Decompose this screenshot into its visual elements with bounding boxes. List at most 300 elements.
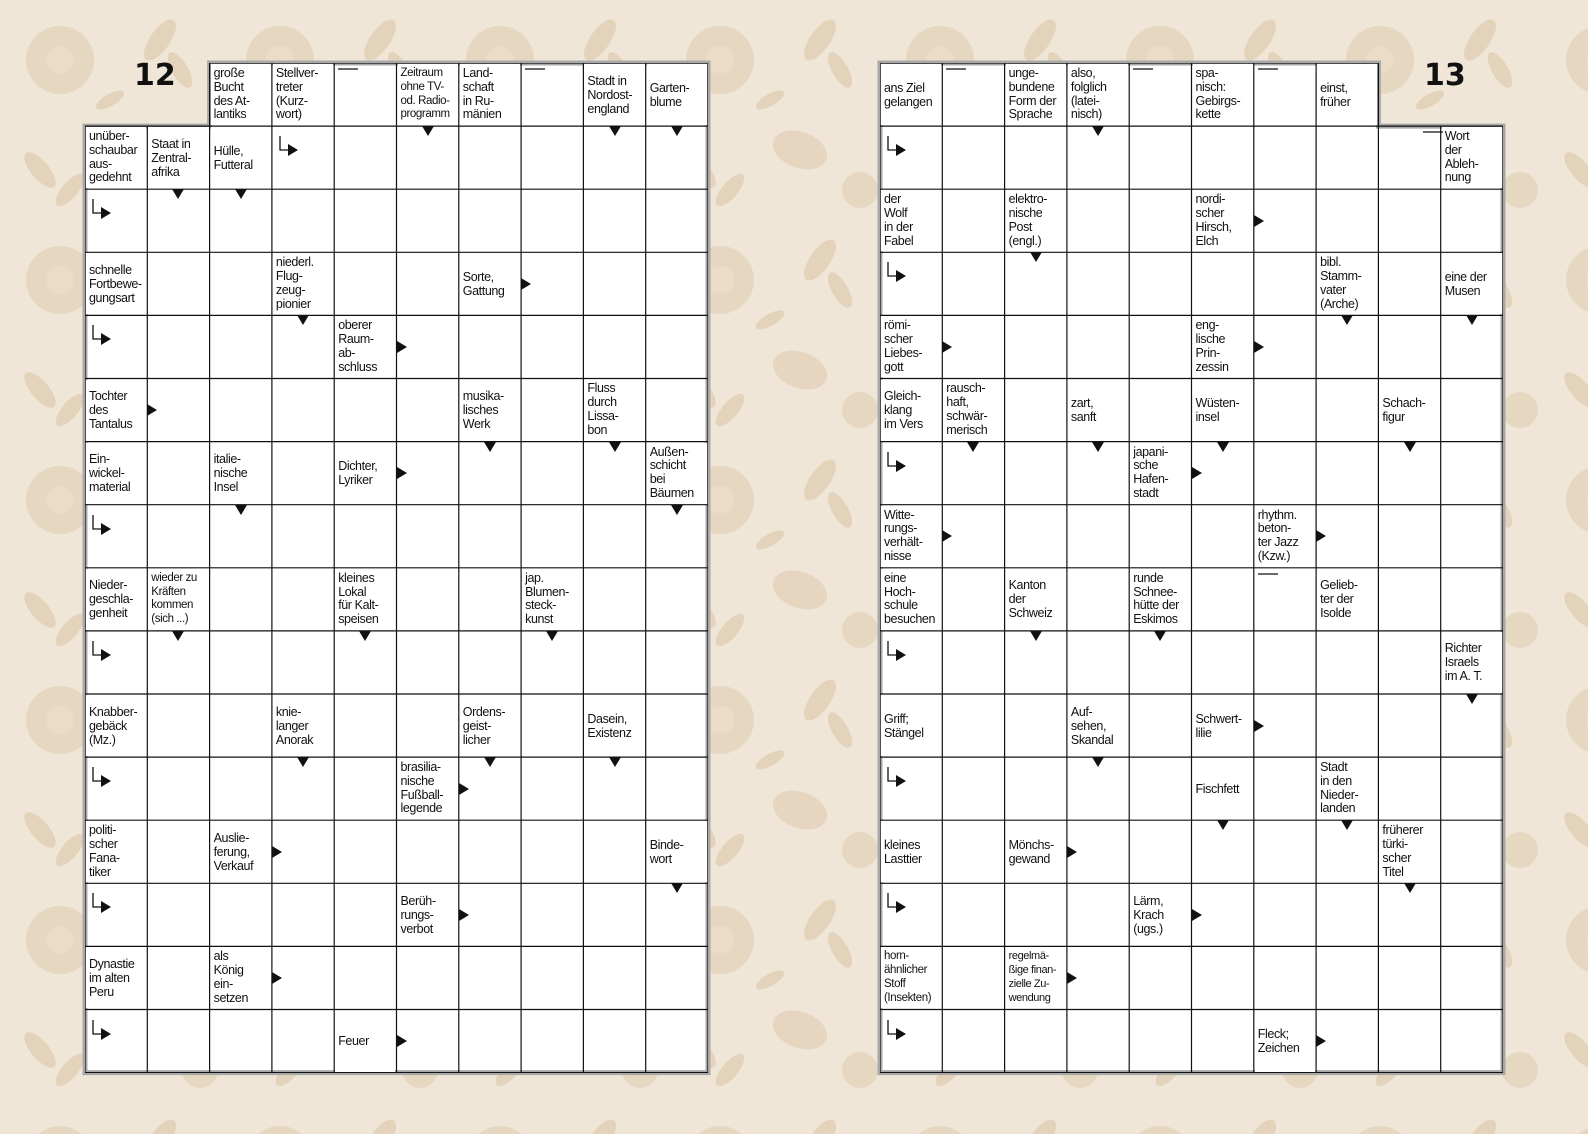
clue-text: Hülle, Futteral	[213, 143, 253, 172]
crossword-grid-right	[880, 63, 1503, 1073]
answer-cell[interactable]	[943, 316, 1003, 377]
answer-cell[interactable]	[211, 316, 271, 377]
answer-cell[interactable]	[1068, 443, 1128, 504]
answer-cell[interactable]	[943, 127, 1003, 188]
answer-cell[interactable]	[1379, 758, 1439, 819]
answer-cell[interactable]	[1193, 884, 1253, 945]
answer-cell[interactable]	[647, 316, 707, 377]
answer-cell[interactable]	[881, 632, 941, 693]
answer-cell[interactable]	[1130, 380, 1190, 441]
answer-cell[interactable]	[647, 632, 707, 693]
answer-cell[interactable]	[1255, 253, 1315, 314]
answer-cell[interactable]	[86, 190, 146, 251]
answer-cell[interactable]	[1006, 253, 1066, 314]
answer-cell[interactable]	[522, 758, 582, 819]
answer-cell[interactable]	[1193, 443, 1253, 504]
answer-cell[interactable]	[273, 947, 333, 1008]
answer-cell[interactable]	[1255, 569, 1315, 630]
answer-cell[interactable]	[1379, 1011, 1439, 1072]
answer-cell[interactable]	[1068, 884, 1128, 945]
answer-cell[interactable]	[1317, 632, 1377, 693]
answer-cell[interactable]	[398, 821, 458, 882]
clue-text: unüber- schaubar aus- gedehnt	[89, 129, 138, 185]
answer-cell[interactable]	[1130, 821, 1190, 882]
answer-cell[interactable]	[398, 1011, 458, 1072]
answer-cell[interactable]	[1006, 1011, 1066, 1072]
answer-cell[interactable]	[1193, 1011, 1253, 1072]
answer-cell[interactable]	[1006, 380, 1066, 441]
answer-cell[interactable]	[943, 947, 1003, 1008]
clue-text: elektro- nische Post (engl.)	[1008, 192, 1048, 248]
answer-cell[interactable]	[522, 695, 582, 756]
answer-cell[interactable]	[460, 1011, 520, 1072]
answer-cell[interactable]	[1317, 506, 1377, 567]
answer-cell[interactable]	[398, 443, 458, 504]
clue-cell	[211, 821, 271, 882]
answer-cell[interactable]	[335, 821, 395, 882]
answer-cell[interactable]	[86, 884, 146, 945]
answer-cell[interactable]	[273, 758, 333, 819]
answer-cell[interactable]	[1193, 821, 1253, 882]
answer-cell[interactable]	[211, 253, 271, 314]
answer-cell[interactable]	[335, 380, 395, 441]
answer-cell[interactable]	[211, 695, 271, 756]
clue-cell	[1006, 64, 1066, 125]
answer-cell[interactable]	[1317, 884, 1377, 945]
answer-cell[interactable]	[1130, 1011, 1190, 1072]
answer-cell[interactable]	[1442, 443, 1502, 504]
answer-cell[interactable]	[1317, 1011, 1377, 1072]
clue-cell	[584, 64, 644, 125]
answer-cell[interactable]	[881, 253, 941, 314]
answer-cell[interactable]	[1068, 316, 1128, 377]
clue-text: italie- nische Insel	[213, 452, 248, 495]
answer-cell[interactable]	[522, 506, 582, 567]
answer-cell[interactable]	[1442, 884, 1502, 945]
clue-text: unge- bundene Form der Sprache	[1008, 65, 1057, 122]
answer-cell[interactable]	[1379, 695, 1439, 756]
answer-cell[interactable]	[1255, 821, 1315, 882]
answer-cell[interactable]	[335, 947, 395, 1008]
answer-cell[interactable]	[1006, 758, 1066, 819]
answer-cell[interactable]	[148, 380, 208, 441]
answer-cell[interactable]	[1379, 316, 1439, 377]
clue-cell	[460, 253, 520, 314]
answer-cell[interactable]	[1130, 64, 1190, 125]
answer-cell[interactable]	[1442, 190, 1502, 251]
clue-text: Fischfett	[1195, 781, 1240, 796]
clue-cell	[211, 947, 271, 1008]
clue-text: Auf- sehen, Skandal	[1070, 704, 1114, 747]
answer-cell[interactable]	[881, 758, 941, 819]
answer-cell[interactable]	[1255, 884, 1315, 945]
answer-cell[interactable]	[398, 569, 458, 630]
answer-cell[interactable]	[460, 316, 520, 377]
answer-cell[interactable]	[398, 316, 458, 377]
answer-cell[interactable]	[1006, 695, 1066, 756]
answer-cell[interactable]	[647, 884, 707, 945]
answer-cell[interactable]	[211, 506, 271, 567]
clue-cell	[647, 443, 707, 504]
answer-cell[interactable]	[335, 506, 395, 567]
clue-cell	[1255, 506, 1315, 567]
answer-cell[interactable]	[273, 569, 333, 630]
answer-cell[interactable]	[584, 253, 644, 314]
answer-cell[interactable]	[1255, 695, 1315, 756]
clue-cell	[86, 695, 146, 756]
answer-cell[interactable]	[943, 758, 1003, 819]
answer-cell[interactable]	[1442, 947, 1502, 1008]
answer-cell[interactable]	[943, 190, 1003, 251]
answer-cell[interactable]	[1068, 127, 1128, 188]
clue-text: Fluss durch Lissa- bon	[587, 381, 619, 437]
answer-cell[interactable]	[1442, 380, 1502, 441]
answer-cell[interactable]	[584, 127, 644, 188]
answer-cell[interactable]	[584, 884, 644, 945]
answer-cell[interactable]	[584, 569, 644, 630]
answer-cell[interactable]	[335, 64, 395, 125]
answer-cell[interactable]	[211, 758, 271, 819]
answer-cell[interactable]	[273, 316, 333, 377]
answer-cell[interactable]	[522, 884, 582, 945]
answer-cell[interactable]	[335, 758, 395, 819]
answer-cell[interactable]	[584, 947, 644, 1008]
answer-cell[interactable]	[1130, 190, 1190, 251]
answer-cell[interactable]	[647, 569, 707, 630]
answer-cell[interactable]	[1068, 947, 1128, 1008]
answer-cell[interactable]	[584, 1011, 644, 1072]
clue-cell	[1068, 64, 1128, 125]
answer-cell[interactable]	[1130, 253, 1190, 314]
answer-cell[interactable]	[148, 821, 208, 882]
answer-cell[interactable]	[1379, 190, 1439, 251]
answer-cell[interactable]	[460, 506, 520, 567]
clue-cell	[1317, 253, 1377, 314]
answer-cell[interactable]	[86, 316, 146, 377]
answer-cell[interactable]	[398, 190, 458, 251]
answer-cell[interactable]	[647, 947, 707, 1008]
answer-cell[interactable]	[148, 632, 208, 693]
clue-cell	[1379, 821, 1439, 882]
answer-cell[interactable]	[211, 380, 271, 441]
answer-cell[interactable]	[398, 127, 458, 188]
answer-cell[interactable]	[1317, 380, 1377, 441]
page-number-left: 12	[134, 58, 176, 93]
answer-cell[interactable]	[1130, 947, 1190, 1008]
answer-cell[interactable]	[1255, 947, 1315, 1008]
answer-cell[interactable]	[1317, 947, 1377, 1008]
answer-cell[interactable]	[1379, 947, 1439, 1008]
answer-cell[interactable]	[584, 316, 644, 377]
answer-cell[interactable]	[1006, 632, 1066, 693]
answer-cell[interactable]	[148, 758, 208, 819]
answer-cell[interactable]	[1255, 64, 1315, 125]
answer-cell[interactable]	[1317, 190, 1377, 251]
clue-cell	[335, 569, 395, 630]
answer-cell[interactable]	[460, 569, 520, 630]
answer-cell[interactable]	[211, 884, 271, 945]
answer-cell[interactable]	[943, 64, 1003, 125]
answer-cell[interactable]	[398, 380, 458, 441]
clue-text: Stellver- treter (Kurz- wort)	[275, 65, 319, 122]
answer-cell[interactable]	[211, 632, 271, 693]
answer-cell[interactable]	[148, 1011, 208, 1072]
answer-cell[interactable]	[148, 506, 208, 567]
clue-cell	[86, 947, 146, 1008]
answer-cell[interactable]	[1006, 506, 1066, 567]
answer-cell[interactable]	[647, 758, 707, 819]
answer-cell[interactable]	[1255, 758, 1315, 819]
answer-cell[interactable]	[1255, 380, 1315, 441]
clue-text: Schwert- lilie	[1195, 711, 1242, 740]
answer-cell[interactable]	[881, 1011, 941, 1072]
answer-cell[interactable]	[398, 506, 458, 567]
clue-cell	[273, 253, 333, 314]
clue-text: musika- lisches Werk	[462, 389, 504, 432]
answer-cell[interactable]	[1068, 632, 1128, 693]
clue-cell	[881, 821, 941, 882]
answer-cell[interactable]	[273, 443, 333, 504]
clue-cell	[1130, 443, 1190, 504]
answer-cell[interactable]	[522, 947, 582, 1008]
answer-cell[interactable]	[1255, 443, 1315, 504]
answer-cell[interactable]	[460, 821, 520, 882]
answer-cell[interactable]	[881, 127, 941, 188]
answer-cell[interactable]	[1255, 632, 1315, 693]
answer-cell[interactable]	[211, 190, 271, 251]
answer-cell[interactable]	[1130, 632, 1190, 693]
answer-cell[interactable]	[1379, 127, 1439, 188]
answer-cell[interactable]	[1379, 632, 1439, 693]
answer-cell[interactable]	[1255, 316, 1315, 377]
answer-cell[interactable]	[273, 506, 333, 567]
answer-cell[interactable]	[460, 443, 520, 504]
answer-cell[interactable]	[943, 569, 1003, 630]
clue-cell	[460, 380, 520, 441]
answer-cell[interactable]	[460, 127, 520, 188]
answer-cell[interactable]	[522, 127, 582, 188]
answer-cell[interactable]	[1442, 569, 1502, 630]
answer-cell[interactable]	[148, 190, 208, 251]
answer-cell[interactable]	[943, 632, 1003, 693]
answer-cell[interactable]	[1068, 758, 1128, 819]
clue-cell	[1130, 884, 1190, 945]
clue-cell	[647, 64, 707, 125]
clue-text: kleines Lokal für Kalt- speisen	[338, 570, 379, 627]
clue-cell	[1442, 127, 1502, 188]
answer-cell[interactable]	[1130, 127, 1190, 188]
answer-cell[interactable]	[1379, 506, 1439, 567]
answer-cell[interactable]	[335, 127, 395, 188]
answer-cell[interactable]	[1068, 1011, 1128, 1072]
answer-cell[interactable]	[273, 380, 333, 441]
answer-cell[interactable]	[1442, 1011, 1502, 1072]
answer-cell[interactable]	[86, 632, 146, 693]
answer-cell[interactable]	[522, 253, 582, 314]
answer-cell[interactable]	[1068, 253, 1128, 314]
answer-cell[interactable]	[1379, 253, 1439, 314]
answer-cell[interactable]	[1442, 695, 1502, 756]
answer-cell[interactable]	[460, 947, 520, 1008]
answer-cell[interactable]	[647, 253, 707, 314]
clue-cell	[881, 380, 941, 441]
answer-cell[interactable]	[1193, 632, 1253, 693]
answer-cell[interactable]	[148, 695, 208, 756]
answer-cell[interactable]	[1130, 506, 1190, 567]
answer-cell[interactable]	[211, 1011, 271, 1072]
clue-cell	[943, 380, 1003, 441]
clue-text: Wüsten- insel	[1195, 396, 1240, 425]
answer-cell[interactable]	[522, 64, 582, 125]
answer-cell[interactable]	[647, 506, 707, 567]
answer-cell[interactable]	[148, 947, 208, 1008]
answer-cell[interactable]	[273, 632, 333, 693]
answer-cell[interactable]	[522, 632, 582, 693]
answer-cell[interactable]	[943, 443, 1003, 504]
answer-cell[interactable]	[584, 190, 644, 251]
answer-cell[interactable]	[398, 947, 458, 1008]
answer-cell[interactable]	[273, 127, 333, 188]
answer-cell[interactable]	[1317, 127, 1377, 188]
answer-cell[interactable]	[86, 758, 146, 819]
answer-cell[interactable]	[1006, 316, 1066, 377]
clue-cell	[1442, 253, 1502, 314]
answer-cell[interactable]	[148, 253, 208, 314]
answer-cell[interactable]	[584, 758, 644, 819]
clue-text: Tochter des Tantalus	[89, 389, 133, 432]
answer-cell[interactable]	[943, 506, 1003, 567]
answer-cell[interactable]	[584, 506, 644, 567]
clue-text: Gelieb- ter der Isolde	[1320, 578, 1358, 621]
answer-cell[interactable]	[881, 443, 941, 504]
answer-cell[interactable]	[1442, 821, 1502, 882]
answer-cell[interactable]	[522, 821, 582, 882]
answer-cell[interactable]	[335, 253, 395, 314]
answer-cell[interactable]	[1068, 821, 1128, 882]
clue-text: Land- schaft in Ru- mänien	[462, 65, 502, 122]
answer-cell[interactable]	[460, 758, 520, 819]
clue-cell	[86, 127, 146, 188]
answer-cell[interactable]	[335, 695, 395, 756]
clue-cell	[335, 443, 395, 504]
answer-cell[interactable]	[1193, 506, 1253, 567]
answer-cell[interactable]	[1317, 695, 1377, 756]
answer-cell[interactable]	[1379, 569, 1439, 630]
clue-text: eine Hoch- schule besuchen	[884, 570, 936, 627]
clue-cell	[1006, 947, 1066, 1008]
answer-cell[interactable]	[1130, 758, 1190, 819]
answer-cell[interactable]	[943, 253, 1003, 314]
clue-text: Gleich- klang im Vers	[884, 389, 923, 432]
answer-cell[interactable]	[584, 443, 644, 504]
answer-cell[interactable]	[1255, 190, 1315, 251]
answer-cell[interactable]	[647, 190, 707, 251]
answer-cell[interactable]	[943, 695, 1003, 756]
answer-cell[interactable]	[584, 821, 644, 882]
answer-cell[interactable]	[1379, 884, 1439, 945]
answer-cell[interactable]	[273, 821, 333, 882]
answer-cell[interactable]	[148, 884, 208, 945]
answer-cell[interactable]	[86, 506, 146, 567]
answer-cell[interactable]	[522, 190, 582, 251]
answer-cell[interactable]	[522, 443, 582, 504]
clue-text: Nieder- geschla- genheit	[89, 578, 134, 621]
clue-cell	[1068, 380, 1128, 441]
answer-cell[interactable]	[522, 1011, 582, 1072]
answer-cell[interactable]	[1006, 443, 1066, 504]
clue-cell	[881, 316, 941, 377]
answer-cell[interactable]	[1442, 506, 1502, 567]
answer-cell[interactable]	[1068, 506, 1128, 567]
answer-cell[interactable]	[1130, 316, 1190, 377]
answer-cell[interactable]	[647, 380, 707, 441]
answer-cell[interactable]	[1068, 190, 1128, 251]
answer-cell[interactable]	[398, 253, 458, 314]
answer-cell[interactable]	[1255, 127, 1315, 188]
answer-cell[interactable]	[943, 1011, 1003, 1072]
answer-cell[interactable]	[1317, 316, 1377, 377]
answer-cell[interactable]	[335, 884, 395, 945]
answer-cell[interactable]	[584, 632, 644, 693]
answer-cell[interactable]	[522, 380, 582, 441]
answer-cell[interactable]	[1442, 316, 1502, 377]
answer-cell[interactable]	[148, 443, 208, 504]
answer-cell[interactable]	[273, 1011, 333, 1072]
clue-text: wieder zu Kräften kommen (sich ...)	[151, 571, 197, 626]
answer-cell[interactable]	[86, 1011, 146, 1072]
answer-cell[interactable]	[943, 884, 1003, 945]
answer-cell[interactable]	[1193, 127, 1253, 188]
answer-cell[interactable]	[881, 884, 941, 945]
answer-cell[interactable]	[460, 190, 520, 251]
clue-cell	[460, 64, 520, 125]
answer-cell[interactable]	[1068, 569, 1128, 630]
answer-cell[interactable]	[647, 127, 707, 188]
clue-text: also, folglich (latei- nisch)	[1070, 65, 1107, 122]
clue-cell	[398, 64, 458, 125]
answer-cell[interactable]	[943, 821, 1003, 882]
answer-cell[interactable]	[1193, 947, 1253, 1008]
answer-cell[interactable]	[1442, 758, 1502, 819]
clue-cell	[1193, 316, 1253, 377]
answer-cell[interactable]	[1130, 695, 1190, 756]
answer-cell[interactable]	[335, 632, 395, 693]
answer-cell[interactable]	[335, 190, 395, 251]
answer-cell[interactable]	[273, 884, 333, 945]
answer-cell[interactable]	[1193, 253, 1253, 314]
answer-cell[interactable]	[273, 190, 333, 251]
answer-cell[interactable]	[398, 695, 458, 756]
answer-cell[interactable]	[1379, 443, 1439, 504]
clue-cell	[584, 695, 644, 756]
answer-cell[interactable]	[647, 695, 707, 756]
answer-cell[interactable]	[1317, 443, 1377, 504]
clue-text: Feuer	[338, 1034, 369, 1049]
answer-cell[interactable]	[1006, 884, 1066, 945]
answer-cell[interactable]	[460, 632, 520, 693]
answer-cell[interactable]	[398, 632, 458, 693]
clue-cell	[398, 884, 458, 945]
clue-text: brasilia- nische Fußball- legende	[400, 760, 444, 816]
answer-cell[interactable]	[647, 1011, 707, 1072]
answer-cell[interactable]	[1317, 821, 1377, 882]
answer-cell[interactable]	[522, 316, 582, 377]
answer-cell[interactable]	[1006, 127, 1066, 188]
answer-cell[interactable]	[460, 884, 520, 945]
answer-cell[interactable]	[1193, 569, 1253, 630]
answer-cell[interactable]	[211, 569, 271, 630]
answer-cell[interactable]	[148, 316, 208, 377]
